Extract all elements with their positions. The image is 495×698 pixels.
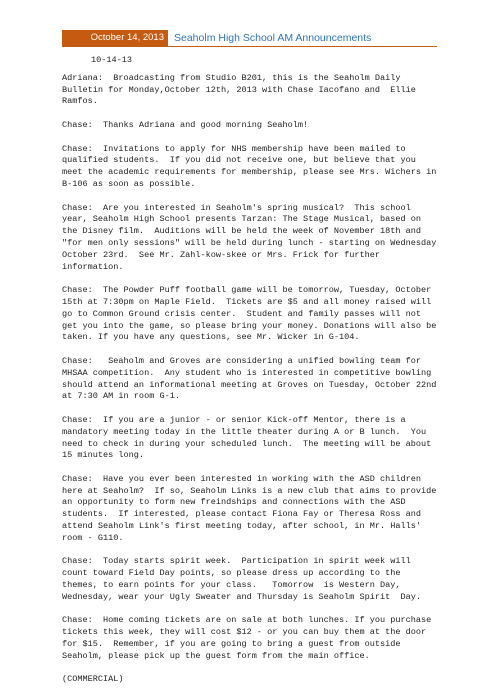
header-rule [62,46,437,47]
paragraph-kickoff: Chase: If you are a junior - or senior Kick-off Mentor, there is a mandatory meeting today in the little theater during A or B lunch. You need to check in during your scheduled lunch. The meeting will be about 15 minutes long. [62,414,432,461]
paragraph-spirit-week: Chase: Today starts spirit week. Participation in spirit week will count toward Field Day points, so please dress up according to the themes, to earn points for your class. Tomorrow is Western Day, Wednesday, wear your Ugly Sweater and Thursday is Seaholm Spirit Day. [62,556,422,602]
header-date: October 14, 2013 [62,30,168,46]
paragraph-commercial: (COMMERCIAL) [62,674,124,685]
header-title: Seaholm High School AM Announcements [174,32,372,44]
document-body [62,55,442,698]
paragraph-nhs: Chase: Invitations to apply for NHS membership have been mailed to qualified students. If you did not receive one, but believe that you meet the academic requirements for membership, please see Mrs. Wichers in B-106 as soon as possible. [62,143,437,189]
paragraph-homecoming: Chase: Home coming tickets are on sale at both lunches. If you purchase tickets this week, they will cost $12 - or you can buy them at the door for $15. Remember, if you are going to bring a guest from outside Seaholm, please pick up the guest form from the main office. [62,615,432,661]
paragraph-bowling: Chase: Seaholm and Groves are considering a unified bowling team for MHSAA competition. Any student who is interested in competitive bowling should attend an informational meeting at Groves on Tuesday, October 22nd at 7:30 AM in room G-1. [62,355,437,402]
paragraph-musical: Chase: Are you interested in Seaholm's spring musical? This school year, Seaholm High School presents Tarzan: The Stage Musical, based on the Disney film. Auditions will be held the week of November 18th and "for men only sessions" will be held during lunch - starting on Wednesday October 23rd. See Mr. Zahl-kow-skee or Mrs. Frick for further information. [62,202,437,272]
page-header [62,30,437,46]
paragraph-greeting: Chase: Thanks Adriana and good morning Seaholm! [62,119,309,130]
paragraph-powder-puff: Chase: The Powder Puff football game will be tomorrow, Tuesday, October 15th at 7:30pm on Maple Field. Tickets are $5 and all money raised will go to Common Ground crisis center. Student and family passes will not get you into the game, so please bring your money. Donations will also be taken. If you have any questions, see Mr. Wicker in G-104. [62,285,437,343]
paragraph-intro: Adriana: Broadcasting from Studio B201, this is the Seaholm Daily Bulletin for Monday,October 12th, 2013 with Chase Iacofano and Ellie Ramfos. [62,72,416,107]
paragraph-links-club: Chase: Have you ever been interested in working with the ASD children here at Seaholm? If so, Seaholm Links is a new club that aims to provide an opportunity to form new freindships and connections with the ASD students. If interested, please contact Fiona Fay or Theresa Ross and attend Seaholm Link's first meeting today, after school, in Mr. Halls' room - G110. [62,473,437,543]
document-date: 10-14-13 [91,55,133,65]
